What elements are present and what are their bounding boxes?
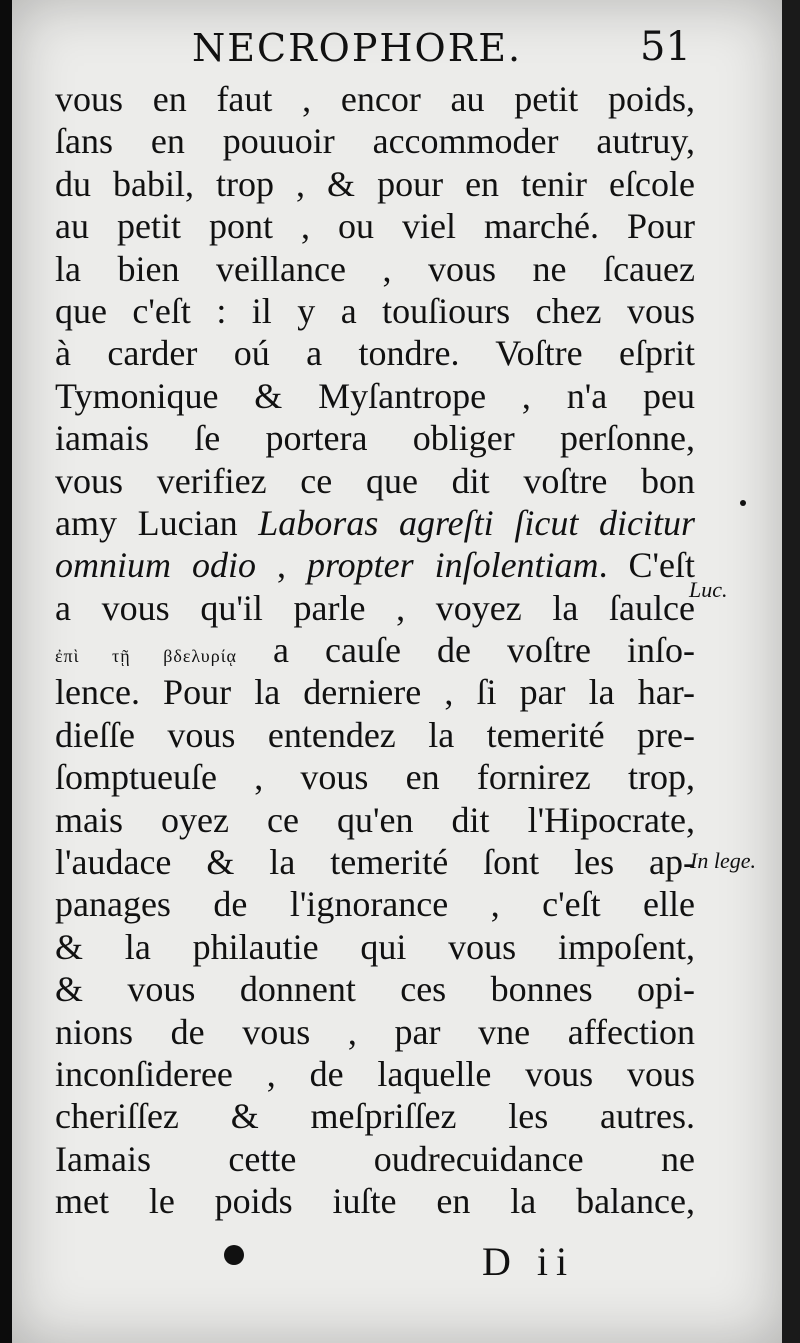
roman-segment: amy Lucian	[55, 502, 259, 543]
roman-segment: a cauſe de voſtre inſo-	[236, 630, 696, 671]
ink-speck	[740, 500, 746, 506]
text-line: cheriſſez & meſpriſſez les autres.	[55, 1096, 695, 1137]
page-header	[12, 20, 782, 80]
text-line-mixed	[55, 502, 695, 544]
margin-note-luc: Luc.	[689, 577, 728, 602]
text-line: l'audace & la temerité ſont les ap-	[55, 842, 695, 883]
book-page	[12, 0, 782, 1343]
margin-note-in-lege: In lege.	[690, 848, 756, 873]
text-line: nions de vous , par vne affection	[55, 1011, 695, 1052]
text-line: panages de l'ignorance , c'eſt elle	[55, 884, 695, 925]
text-line: a vous qu'il parle , voyez la ſaulce	[55, 587, 695, 628]
latin-quote: Laboras agreſti ſicut dicitur	[258, 502, 695, 543]
roman-segment: ,	[255, 545, 307, 586]
text-line-mixed	[55, 544, 695, 586]
text-line: Tymonique & Myſantrope , n'a peu	[55, 375, 695, 416]
latin-quote: propter inſolentiam	[306, 545, 599, 586]
text-line: ſomptueuſe , vous en fornirez trop,	[55, 757, 695, 798]
roman-segment: . C'eſt	[598, 545, 696, 586]
text-line: la bien veillance , vous ne ſcauez	[55, 248, 695, 289]
page-number: 51	[640, 24, 691, 70]
text-line: mais oyez ce qu'en dit l'Hipocrate,	[55, 799, 695, 840]
latin-quote: omnium odio	[55, 545, 256, 586]
ink-blot	[224, 1245, 244, 1265]
body-text	[55, 78, 695, 1223]
text-line: Iamais cette oudrecuidance ne	[55, 1138, 695, 1179]
running-title: NECROPHORE.	[192, 26, 523, 70]
text-line: lence. Pour la derniere , ſi par la har-	[55, 672, 695, 713]
greek-quote: ἐπὶ τῇ βδελυρίᾳ	[55, 646, 237, 667]
text-line: dieſſe vous entendez la temerité pre-	[55, 714, 695, 755]
text-line: ſans en pouuoir accommoder autruy,	[55, 121, 695, 162]
text-line: inconſideree , de laquelle vous vous	[55, 1053, 695, 1094]
text-line: au petit pont , ou viel marché. Pour	[55, 206, 695, 247]
text-line: iamais ſe portera obliger perſonne,	[55, 418, 695, 459]
page-edge-shadow	[782, 0, 800, 1343]
text-line: à carder oú a tondre. Voſtre eſprit	[55, 333, 695, 374]
text-line: & vous donnent ces bonnes opi-	[55, 969, 695, 1010]
text-line: & la philautie qui vous impoſent,	[55, 926, 695, 967]
text-line: vous en faut , encor au petit poids,	[55, 79, 695, 119]
text-line-mixed	[55, 629, 695, 671]
text-line: que c'eſt : il y a touſiours chez vous	[55, 290, 695, 331]
text-line: met le poids iuſte en la balance,	[55, 1181, 695, 1222]
text-line: du babil, trop , & pour en tenir eſcole	[55, 163, 695, 204]
text-line: vous verifiez ce que dit voſtre bon	[55, 460, 695, 501]
signature-mark: D ii	[482, 1239, 576, 1284]
